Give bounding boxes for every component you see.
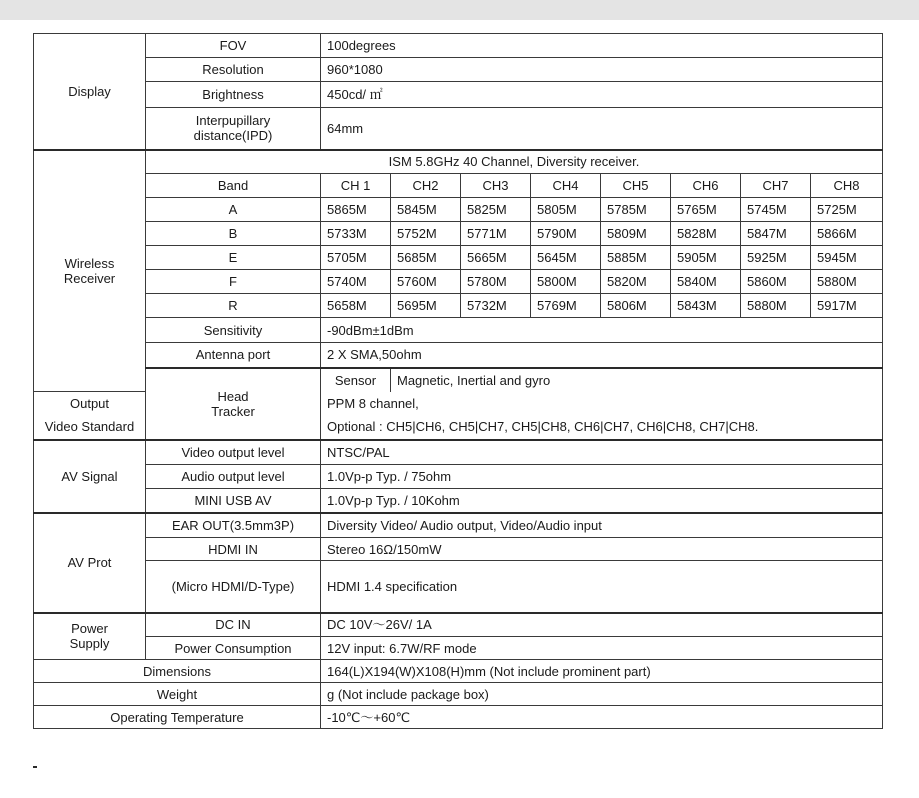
row-value: Magnetic, Inertial and gyro [391,368,883,392]
freq-cell: 5840M [671,270,741,294]
row-label: Sensitivity [146,318,321,343]
band-name: F [146,270,321,294]
row-value: HDMI 1.4 specification [321,561,883,613]
category-power-supply [34,613,146,660]
table-row [34,706,883,729]
row-value: 2 X SMA,50ohm [321,343,883,368]
category-line: Receiver [63,270,116,286]
freq-cell: 5828M [671,222,741,246]
weight-label: Weight [34,683,321,706]
table-row [34,34,883,58]
freq-cell: 5825M [461,198,531,222]
freq-cell: 5785M [601,198,671,222]
freq-cell: 5945M [811,246,883,270]
row-value: 100degrees [321,34,883,58]
freq-cell: 5820M [601,270,671,294]
freq-cell: 5809M [601,222,671,246]
row-label: Output [34,392,146,415]
channel-header: CH7 [741,174,811,198]
freq-cell: 5866M [811,222,883,246]
table-row [34,343,883,368]
freq-cell: 5905M [671,246,741,270]
ipd-label-line1: Interpupillary [195,113,271,129]
category-line: Head [217,388,249,404]
table-row [34,82,883,108]
table-row [34,174,883,198]
channel-header: CH2 [391,174,461,198]
table-row [34,660,883,683]
freq-cell: 5685M [391,246,461,270]
band-label: Band [146,174,321,198]
band-name: R [146,294,321,318]
row-label: HDMI IN [146,538,321,561]
category-line: Tracker [211,403,255,419]
row-value: Optional : CH5|CH6, CH5|CH7, CH5|CH8, CH6|CH7, CH6|CH8, CH7|CH8. [321,415,883,440]
channel-header: CH5 [601,174,671,198]
category-line: Wireless [64,255,115,271]
band-name: E [146,246,321,270]
category-av-signal: AV Signal [34,440,146,513]
row-label: Antenna port [146,343,321,368]
row-label: FOV [146,34,321,58]
table-row [34,538,883,561]
table-row [34,108,883,150]
table-row [34,246,883,270]
table-row [34,368,883,392]
row-label: Audio output level [146,465,321,489]
freq-cell: 5769M [531,294,601,318]
table-row [34,222,883,246]
row-value: PPM 8 channel, [321,392,883,415]
table-row [34,465,883,489]
row-label: Brightness [146,82,321,108]
freq-cell: 5760M [391,270,461,294]
top-band [0,0,919,20]
category-line: Supply [69,636,110,652]
category-line: Power [71,621,108,637]
freq-cell: 5725M [811,198,883,222]
row-label: (Micro HDMI/D-Type) [146,561,321,613]
freq-cell: 5658M [321,294,391,318]
freq-cell: 5732M [461,294,531,318]
row-label: DC IN [146,613,321,637]
freq-cell: 5790M [531,222,601,246]
wireless-header: ISM 5.8GHz 40 Channel, Diversity receiver. [146,150,883,174]
row-label: Video output level [146,440,321,465]
table-row [34,683,883,706]
row-value: Stereo 16Ω/150mW [321,538,883,561]
row-label: Power Consumption [146,637,321,660]
channel-header: CH8 [811,174,883,198]
freq-cell: 5885M [601,246,671,270]
table-row [34,637,883,660]
ipd-label-line2: distance(IPD) [193,128,273,144]
table-row [34,318,883,343]
row-label: MINI USB AV [146,489,321,513]
table-row [34,489,883,513]
row-value: 1.0Vp-p Typ. / 10Kohm [321,489,883,513]
row-value: NTSC/PAL [321,440,883,465]
freq-cell: 5800M [531,270,601,294]
channel-header: CH 1 [321,174,391,198]
category-display: Display [34,34,146,150]
freq-cell: 5860M [741,270,811,294]
category-av-prot: AV Prot [34,513,146,613]
channel-header: CH4 [531,174,601,198]
freq-cell: 5733M [321,222,391,246]
temperature-value: -10℃～+60℃ [321,706,883,729]
freq-cell: 5745M [741,198,811,222]
table-row [34,294,883,318]
freq-cell: 5805M [531,198,601,222]
dimensions-label: Dimensions [34,660,321,683]
freq-cell: 5917M [811,294,883,318]
freq-cell: 5771M [461,222,531,246]
spec-table [33,33,883,729]
spec-table-container [33,33,883,729]
freq-cell: 5780M [461,270,531,294]
row-label: Video Standard [34,415,146,440]
table-row [34,270,883,294]
channel-header: CH6 [671,174,741,198]
freq-cell: 5880M [741,294,811,318]
row-value: 1.0Vp-p Typ. / 75ohm [321,465,883,489]
table-row [34,58,883,82]
dimensions-value: 164(L)X194(W)X108(H)mm (Not include prominent part) [321,660,883,683]
row-value: Diversity Video/ Audio output, Video/Audio input [321,513,883,538]
corner-mark [33,766,37,768]
table-row [34,513,883,538]
band-name: A [146,198,321,222]
freq-cell: 5752M [391,222,461,246]
table-row [34,198,883,222]
row-label [146,108,321,150]
channel-header: CH3 [461,174,531,198]
freq-cell: 5843M [671,294,741,318]
row-value: 960*1080 [321,58,883,82]
freq-cell: 5880M [811,270,883,294]
table-row [34,440,883,465]
freq-cell: 5695M [391,294,461,318]
table-row [34,561,883,613]
table-row [34,613,883,637]
freq-cell: 5865M [321,198,391,222]
freq-cell: 5705M [321,246,391,270]
category-head-tracker [146,368,321,440]
row-label: EAR OUT(3.5mm3P) [146,513,321,538]
freq-cell: 5665M [461,246,531,270]
row-label: Sensor [321,368,391,392]
freq-cell: 5765M [671,198,741,222]
freq-cell: 5740M [321,270,391,294]
row-value: 450cd/ ㎡ [321,82,883,108]
category-wireless [34,150,146,392]
row-value: 12V input: 6.7W/RF mode [321,637,883,660]
freq-cell: 5645M [531,246,601,270]
row-value: -90dBm±1dBm [321,318,883,343]
row-label: Resolution [146,58,321,82]
freq-cell: 5806M [601,294,671,318]
freq-cell: 5845M [391,198,461,222]
row-value: DC 10V～26V/ 1A [321,613,883,637]
temperature-label: Operating Temperature [34,706,321,729]
row-value: 64mm [321,108,883,150]
freq-cell: 5847M [741,222,811,246]
weight-value: g (Not include package box) [321,683,883,706]
freq-cell: 5925M [741,246,811,270]
table-row [34,150,883,174]
band-name: B [146,222,321,246]
